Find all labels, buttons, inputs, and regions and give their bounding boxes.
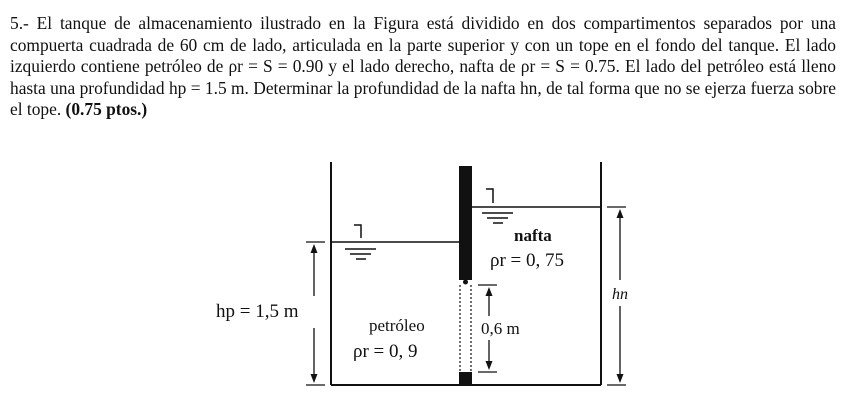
nafta-density-label: ρr = 0, 75	[490, 250, 565, 271]
hp-dimension	[306, 242, 325, 385]
nafta-label: nafta	[514, 226, 552, 245]
petroleo-density-label: ρr = 0, 9	[353, 341, 418, 362]
petroleo-label: petróleo	[369, 316, 425, 335]
nafta-surface-symbol	[482, 189, 513, 223]
points-label: (0.75 ptos.)	[65, 99, 148, 120]
problem-text: 5.- El tanque de almacenamiento ilustrado en la Figura está dividido en dos compartimentos separados por una compuerta cuadrada de 60 cm de lado, articulada en la parte superior y con un tope en el fondo del tanque. El lado izquierdo contiene petróleo de ρr = S = 0.90 y el lado derecho, nafta de ρr = S = 0.75. El lado del petróleo está lleno hasta una profundidad hp = 1.5 m. Determinar la profundidad de la nafta hn, de tal forma que no se ejerza fuerza sobre el tope.	[10, 13, 836, 120]
divider-wall	[459, 166, 472, 280]
gate-size-label: 0,6 m	[481, 319, 520, 338]
hp-label: hp = 1,5 m	[216, 301, 299, 322]
hinge	[463, 280, 468, 285]
hn-label: hn	[612, 286, 628, 303]
stop-block	[459, 372, 472, 385]
gate	[460, 285, 471, 372]
